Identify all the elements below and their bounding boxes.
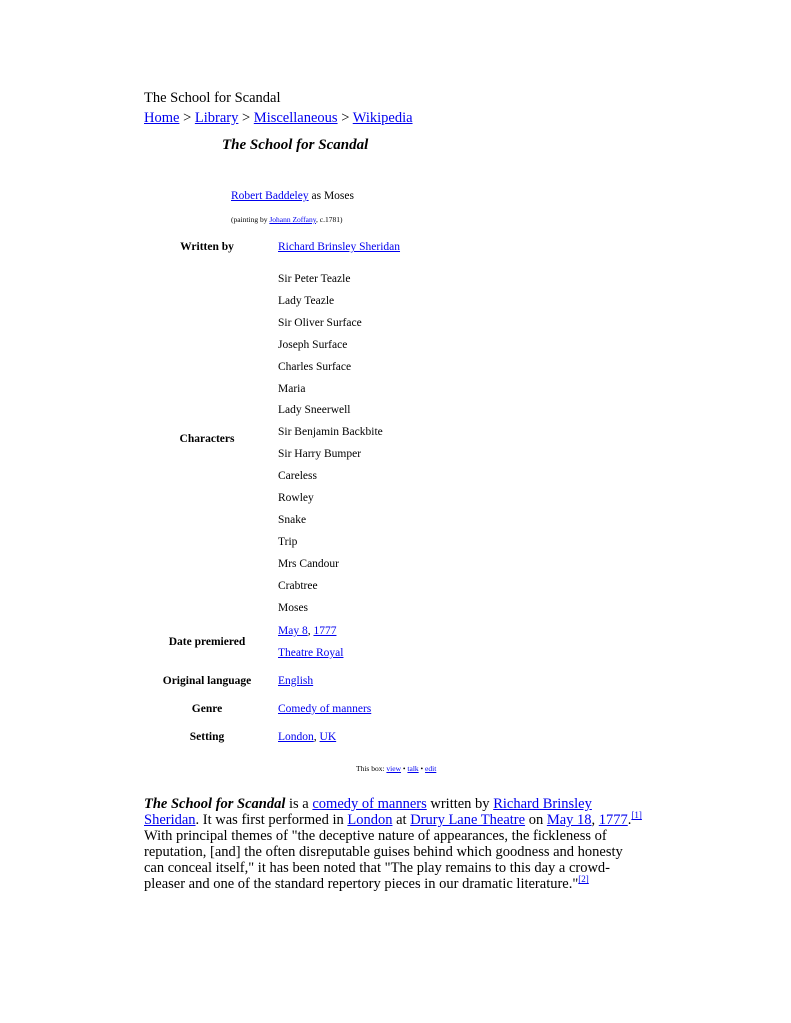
sheridan-link[interactable]: Richard Brinsley Sheridan <box>144 796 592 828</box>
year-1777-link[interactable]: 1777 <box>313 625 337 637</box>
infobox-title: The School for Scandal <box>222 137 369 153</box>
subcaption-post: , c.1781) <box>315 215 343 224</box>
character-item: Moses <box>278 601 309 614</box>
character-item: Rowley <box>278 492 314 505</box>
characters-list <box>278 269 383 620</box>
character-item: Maria <box>278 382 306 395</box>
theatre-royal-link[interactable]: Theatre Royal <box>278 647 344 659</box>
character-item: Sir Peter Teazle <box>278 273 351 285</box>
intro-text: written by <box>426 796 494 812</box>
character-item: Sir Oliver Surface <box>278 316 362 329</box>
bullet-separator: • <box>418 764 426 773</box>
drury-lane-theatre-link[interactable]: Drury Lane Theatre <box>410 812 526 828</box>
intro-title: The School for Scandal <box>144 796 286 812</box>
reference-1-link[interactable]: [1] <box>631 810 642 821</box>
may-18-link[interactable]: May 18 <box>546 812 592 828</box>
setting-separator: , <box>313 731 320 743</box>
character-item: Joseph Surface <box>278 338 348 351</box>
breadcrumb-wikipedia-link[interactable]: Wikipedia <box>352 110 413 126</box>
setting-value <box>278 731 336 743</box>
written-by-value <box>278 241 400 253</box>
comedy-of-manners-link[interactable]: comedy of manners <box>312 796 427 812</box>
london-link[interactable]: London <box>347 812 393 828</box>
character-item: Snake <box>278 513 307 526</box>
comedy-of-manners-link[interactable]: Comedy of manners <box>278 703 372 715</box>
genre-label: Genre <box>191 703 223 715</box>
robert-baddeley-link[interactable]: Robert Baddeley <box>231 190 309 202</box>
intro-text: , <box>591 812 599 828</box>
date-premiered-value <box>278 625 336 637</box>
sheridan-link[interactable]: Richard Brinsley Sheridan <box>278 241 401 253</box>
date-separator: , <box>307 625 314 637</box>
intro-text: . <box>627 812 632 828</box>
uk-link[interactable]: UK <box>319 731 337 743</box>
bullet-separator: • <box>401 764 408 773</box>
intro-text: on <box>525 812 547 828</box>
london-link[interactable]: London <box>278 731 314 743</box>
character-item: Mrs Candour <box>278 557 340 570</box>
breadcrumb-separator: > <box>179 110 195 126</box>
character-item: Charles Surface <box>278 360 352 373</box>
written-by-label: Written by <box>180 241 234 253</box>
subcaption-pre: (painting by <box>231 215 270 224</box>
characters-label: Characters <box>179 433 235 445</box>
johann-zoffany-link[interactable]: Johann Zoffany <box>269 215 316 224</box>
intro-text: With principal themes of "the deceptive nature of appearances, the fickleness of reputation, [and] the often disreputable guises behind which goodness and honesty can conceal itself," it has been noted that "The play remains to this day a crowd-pleaser and one of the standard repertory pieces in our dramatic literature." <box>144 828 623 892</box>
breadcrumb <box>144 110 413 127</box>
image-subcaption <box>231 215 342 224</box>
intro-text: at <box>392 812 411 828</box>
character-item: Trip <box>278 535 298 548</box>
setting-label: Setting <box>189 731 225 743</box>
caption-text: as Moses <box>308 190 354 202</box>
character-item: Lady Sneerwell <box>278 404 351 417</box>
infobox-footer <box>356 764 436 773</box>
image-caption <box>231 190 354 202</box>
breadcrumb-home-link[interactable]: Home <box>144 110 180 126</box>
box-prefix: This box: <box>356 764 387 773</box>
breadcrumb-separator: > <box>337 110 353 126</box>
original-language-value <box>278 675 313 687</box>
talk-link[interactable]: talk <box>407 764 419 773</box>
reference-2-link[interactable]: [2] <box>578 874 589 885</box>
character-item: Sir Benjamin Backbite <box>278 426 383 439</box>
intro-text: is a <box>285 796 313 812</box>
genre-value <box>278 703 371 715</box>
intro-text: . It was first performed in <box>195 812 348 828</box>
breadcrumb-library-link[interactable]: Library <box>194 110 239 126</box>
may-8-link[interactable]: May 8 <box>278 625 308 637</box>
page-title: The School for Scandal <box>144 90 281 106</box>
original-language-label: Original language <box>162 675 252 687</box>
character-item: Careless <box>278 470 317 483</box>
year-1777-link[interactable]: 1777 <box>598 812 628 828</box>
breadcrumb-miscellaneous-link[interactable]: Miscellaneous <box>253 110 338 126</box>
character-item: Lady Teazle <box>278 294 335 307</box>
view-link[interactable]: view <box>386 764 402 773</box>
english-link[interactable]: English <box>278 675 314 687</box>
intro-paragraph <box>144 796 646 892</box>
edit-link[interactable]: edit <box>425 764 437 773</box>
theatre-value <box>278 647 343 659</box>
character-item: Crabtree <box>278 579 318 592</box>
character-item: Sir Harry Bumper <box>278 448 362 461</box>
breadcrumb-separator: > <box>238 110 254 126</box>
date-premiered-label: Date premiered <box>168 636 246 648</box>
